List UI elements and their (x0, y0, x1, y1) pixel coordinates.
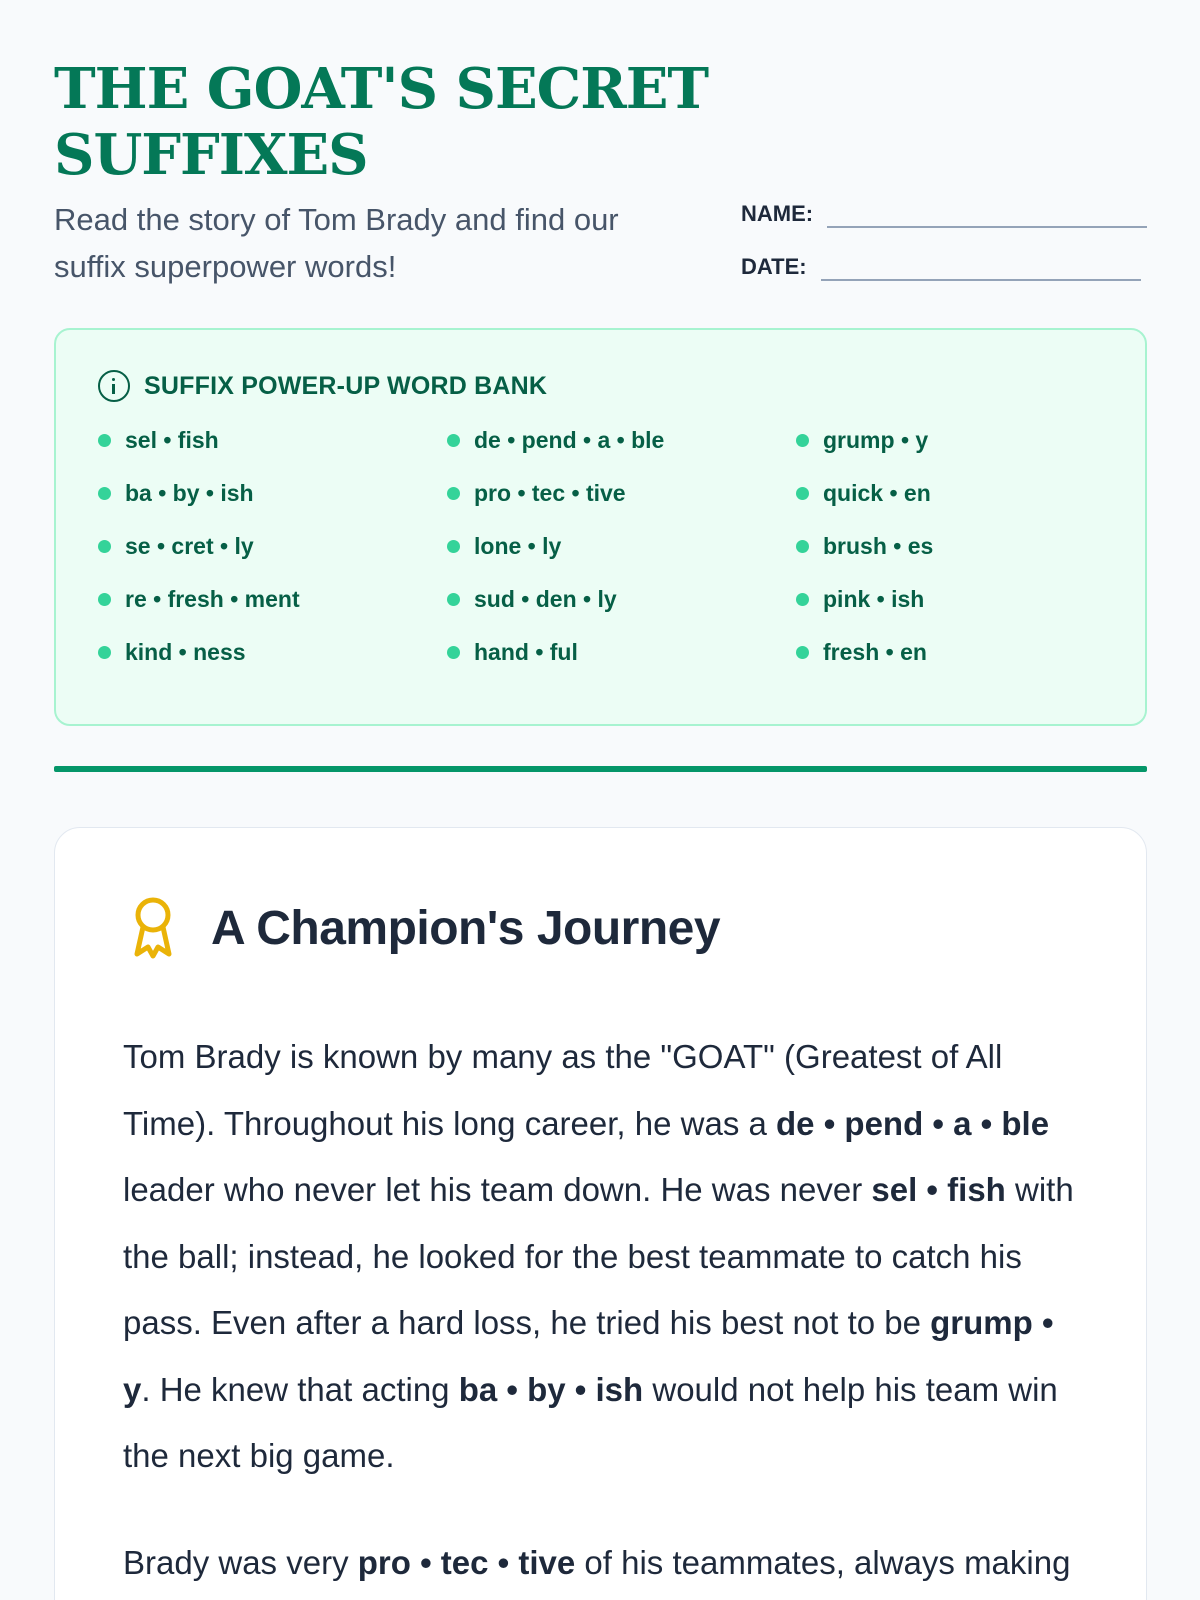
story-text: with the ball; instead, he looked for the best teammate to catch his pass. Even after a hard loss, he tried his best not to be (123, 1171, 1074, 1341)
word-bank-item (447, 585, 796, 614)
bullet-dot-icon (796, 646, 809, 659)
story-paragraph (123, 1024, 1083, 1490)
word-bank-word: pro • tec • tive (474, 480, 626, 506)
word-bank-item (447, 532, 796, 561)
story-paragraph (123, 1530, 1083, 1597)
word-bank-item (447, 426, 796, 455)
story-text: of his teammates, always making (575, 1543, 1071, 1581)
word-bank-word: re • fresh • ment (125, 586, 300, 612)
name-blank-line[interactable] (827, 198, 1147, 228)
bullet-dot-icon (796, 434, 809, 447)
word-bank-word: pink • ish (823, 586, 925, 612)
info-icon (98, 370, 130, 402)
bullet-dot-icon (98, 593, 111, 606)
word-bank-item (98, 479, 447, 508)
word-bank-word: ba • by • ish (125, 480, 254, 506)
word-bank-item (98, 638, 447, 667)
word-bank-item (98, 585, 447, 614)
bullet-dot-icon (447, 434, 460, 447)
word-bank-item (796, 479, 1096, 508)
word-bank-word: se • cret • ly (125, 533, 254, 559)
bullet-dot-icon (796, 593, 809, 606)
word-bank-word: quick • en (823, 480, 931, 506)
page-title: THE GOAT'S SECRET SUFFIXES (54, 56, 709, 188)
date-field-row (741, 251, 1141, 281)
word-bank-word: kind • ness (125, 639, 246, 665)
word-bank (54, 328, 1147, 726)
word-bank-header (98, 370, 547, 402)
suffix-word: pro • tec • tive (357, 1543, 576, 1581)
date-blank-line[interactable] (821, 251, 1141, 281)
story-body (123, 1024, 1083, 1600)
word-bank-word: hand • ful (474, 639, 578, 665)
page-subtitle: Read the story of Tom Brady and find our suffix superpower words! (54, 202, 619, 284)
word-bank-item (98, 426, 447, 455)
story-text: leader who never let his team down. He was never (123, 1171, 872, 1208)
word-bank-item (447, 479, 796, 508)
story-text: Brady was very (123, 1543, 358, 1581)
word-bank-item (98, 532, 447, 561)
bullet-dot-icon (98, 646, 111, 659)
story-text: Tom Brady is known by many as the "GOAT" (Greatest of All Time). Throughout his long career, he was a (123, 1038, 1003, 1142)
name-label: NAME: (741, 201, 814, 226)
bullet-dot-icon (447, 487, 460, 500)
section-divider (54, 766, 1147, 772)
word-bank-list (98, 426, 1138, 667)
story-text: . He knew that acting (141, 1370, 459, 1408)
award-ribbon-icon (131, 896, 175, 960)
word-bank-word: grump • y (823, 427, 929, 453)
suffix-word: grump • y (123, 1304, 1054, 1408)
word-bank-item (796, 638, 1096, 667)
word-bank-item (796, 532, 1096, 561)
name-field-row (741, 198, 1147, 228)
story-card (54, 827, 1147, 1600)
bullet-dot-icon (447, 593, 460, 606)
word-bank-word: de • pend • a • ble (474, 427, 665, 453)
story-title: A Champion's Journey (211, 901, 721, 955)
word-bank-word: sel • fish (125, 427, 219, 453)
suffix-word: ba • by • ish (458, 1370, 644, 1408)
word-bank-item (796, 585, 1096, 614)
suffix-word: de • pend • a • ble (776, 1104, 1050, 1142)
story-header (131, 896, 720, 960)
bullet-dot-icon (796, 540, 809, 553)
bullet-dot-icon (447, 646, 460, 659)
word-bank-word: lone • ly (474, 533, 562, 559)
bullet-dot-icon (98, 540, 111, 553)
bullet-dot-icon (98, 487, 111, 500)
suffix-word: sel • fish (871, 1171, 1006, 1208)
word-bank-word: fresh • en (823, 639, 927, 665)
bullet-dot-icon (796, 487, 809, 500)
word-bank-title: SUFFIX POWER-UP WORD BANK (144, 371, 548, 400)
bullet-dot-icon (447, 540, 460, 553)
word-bank-item (447, 638, 796, 667)
bullet-dot-icon (98, 434, 111, 447)
word-bank-word: sud • den • ly (474, 586, 617, 612)
story-text: would not help his team win the next big game. (123, 1370, 1058, 1474)
word-bank-word: brush • es (823, 533, 934, 559)
date-label: DATE: (741, 254, 807, 279)
word-bank-item (796, 426, 1096, 455)
